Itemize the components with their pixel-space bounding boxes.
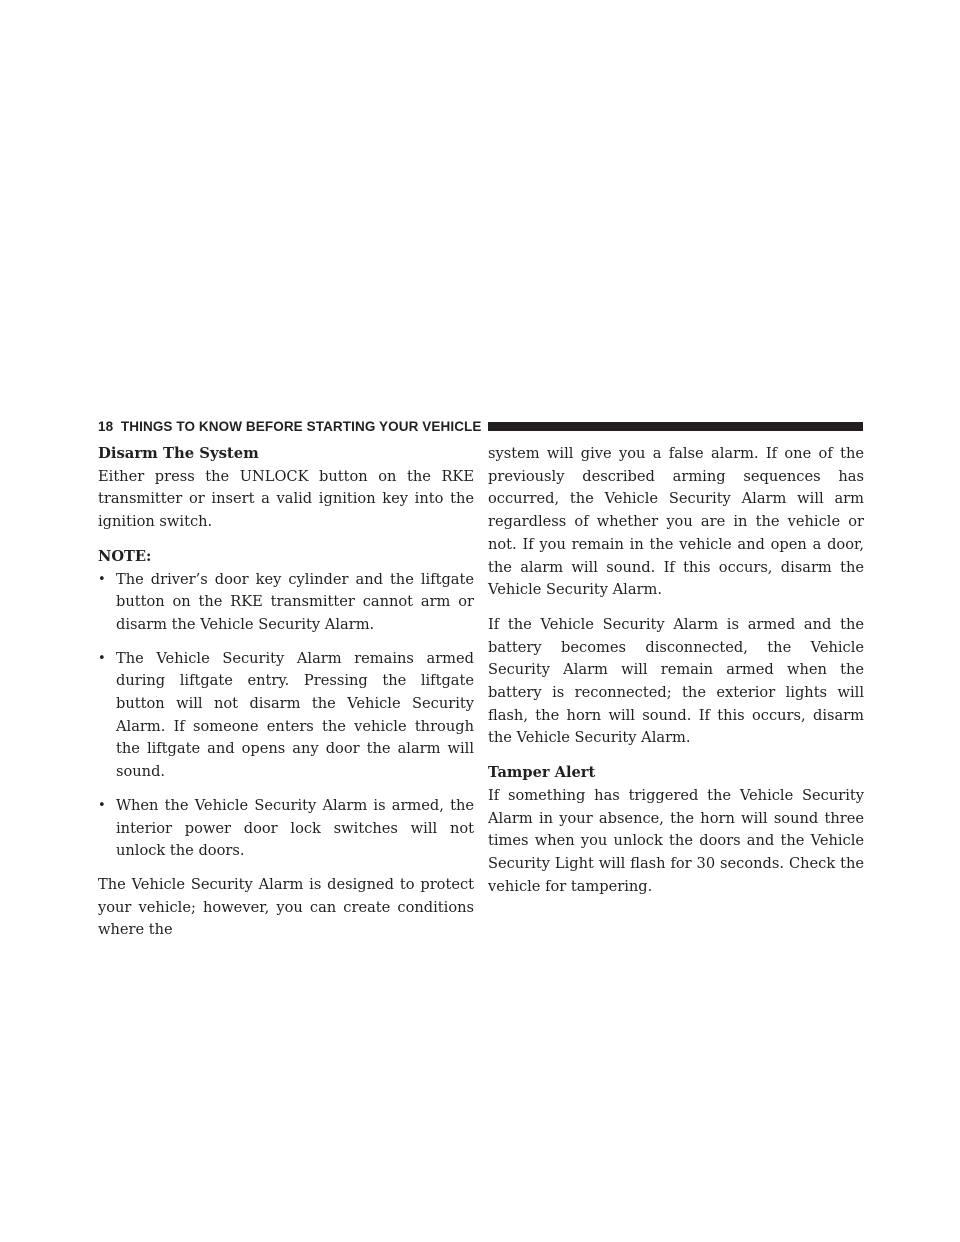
left-column bbox=[98, 443, 474, 942]
bullet-icon: • bbox=[98, 650, 106, 666]
header-rule bbox=[488, 422, 864, 431]
tamper-heading: Tamper Alert bbox=[488, 764, 596, 782]
list-item-text: The driver’s door key cylinder and the liftgate button on the RKE transmitter cannot arm or disarm the Vehicle Security Alarm. bbox=[116, 570, 474, 633]
list-item-text: The Vehicle Security Alarm remains armed during liftgate entry. Pressing the liftgate button will not disarm the Vehicle Security Alarm. If someone enters the vehicle through the liftgate and opens any door the alarm will sound. bbox=[116, 649, 474, 781]
disarm-intro: Either press the UNLOCK button on the RKE transmitter or insert a valid ignition key into the ignition switch. bbox=[98, 467, 474, 531]
page-header bbox=[98, 418, 863, 435]
list-item bbox=[98, 569, 474, 637]
section-title: THINGS TO KNOW BEFORE STARTING YOUR VEHICLE bbox=[120, 419, 482, 434]
bullet-icon: • bbox=[98, 797, 106, 813]
closing-paragraph: The Vehicle Security Alarm is designed to protect your vehicle; however, you can create conditions where the bbox=[98, 875, 474, 939]
page-number: 18 bbox=[98, 419, 114, 434]
note-label: NOTE: bbox=[98, 547, 152, 565]
disarm-heading: Disarm The System bbox=[98, 445, 259, 462]
list-item-text: When the Vehicle Security Alarm is armed, the interior power door lock switches will not unlock the doors. bbox=[116, 796, 474, 860]
note-list bbox=[98, 569, 474, 863]
bullet-icon: • bbox=[98, 571, 106, 587]
list-item bbox=[98, 648, 474, 784]
right-column bbox=[488, 443, 864, 898]
battery-paragraph: If the Vehicle Security Alarm is armed and the battery becomes disconnected, the Vehicle Security Alarm will remain armed when the battery is reconnected; the exterior lights will flash, the horn will sound. If this occurs, disarm the Vehicle Security Alarm. bbox=[488, 615, 864, 747]
tamper-paragraph: If something has triggered the Vehicle Security Alarm in your absence, the horn will sound three times when you unlock the doors and the Vehicle Security Light will flash for 30 seconds. Check the vehicle for tampering. bbox=[488, 786, 864, 895]
list-item bbox=[98, 795, 474, 863]
continuation-paragraph: system will give you a false alarm. If one of the previously described arming sequences has occurred, the Vehicle Security Alarm will arm regardless of whether you are in the vehicle or not. If you remain in the vehicle and open a door, the alarm will sound. If this occurs, disarm the Vehicle Security Alarm. bbox=[488, 445, 864, 599]
header-text bbox=[98, 419, 482, 434]
